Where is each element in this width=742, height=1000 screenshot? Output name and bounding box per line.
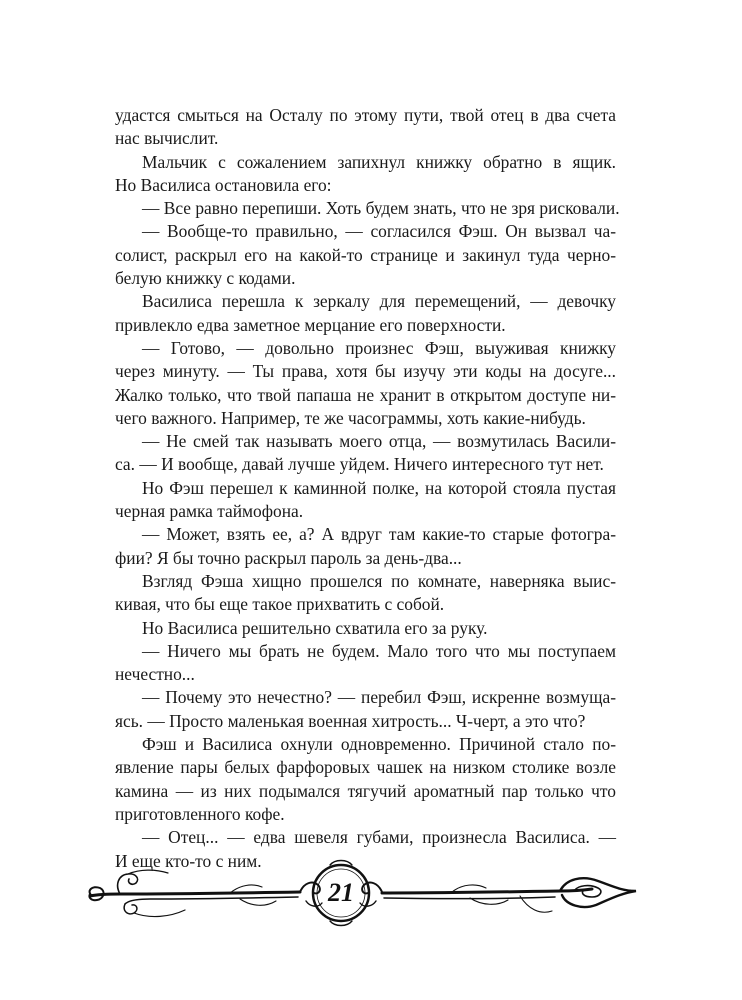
text-line: Фэш и Василиса охнули одновременно. Причиной стало по- bbox=[142, 734, 616, 755]
page-body bbox=[115, 104, 620, 873]
text-line: нечестно... bbox=[115, 664, 195, 685]
text-line: — Все равно перепиши. Хоть будем знать, что не зря рисковали. bbox=[142, 198, 620, 219]
text-line: — Вообще-то правильно, — согласился Фэш. Он вызвал ча- bbox=[142, 221, 616, 242]
text-line: Но Фэш перешел к каминной полке, на которой стояла пустая bbox=[142, 477, 616, 498]
text-line: удастся смыться на Осталу по этому пути, твой отец в два счета bbox=[115, 105, 616, 125]
text-line: Взгляд Фэша хищно прошелся по комнате, наверняка выис- bbox=[142, 570, 616, 591]
text-line: приготовленного кофе. bbox=[115, 803, 285, 824]
text-line: — Может, взять ее, а? А вдруг там какие-то старые фотогра- bbox=[142, 524, 616, 545]
text-line: нас вычислит. bbox=[115, 128, 219, 149]
text-line: белую книжку с кодами. bbox=[115, 268, 296, 289]
text-line: фии? Я бы точно раскрыл пароль за день-два... bbox=[115, 547, 462, 568]
text-line: через минуту. — Ты права, хотя бы изучу эти коды на досуге... bbox=[115, 361, 616, 382]
text-line: — Отец... — едва шевеля губами, произнесла Василиса. — bbox=[142, 827, 616, 848]
text-line: са. — И вообще, давай лучше уйдем. Ничего интересного тут нет. bbox=[115, 454, 604, 475]
text-line: камина — из них подымался тягучий ароматный пар только что bbox=[115, 780, 616, 801]
text-line: — Готово, — довольно произнес Фэш, выуживая книжку bbox=[142, 337, 616, 358]
text-line: Но Василиса решительно схватила его за руку. bbox=[142, 617, 488, 638]
text-line: ясь. — Просто маленькая военная хитрость... Ч-черт, а это что? bbox=[115, 710, 586, 731]
text-line: — Ничего мы брать не будем. Мало того что мы поступаем bbox=[142, 640, 616, 661]
text-line: Мальчик с сожалением запихнул книжку обратно в ящик. bbox=[142, 151, 616, 172]
text-line: черная рамка таймофона. bbox=[115, 501, 304, 522]
text-line: Василиса перешла к зеркалу для перемещений, — девочку bbox=[142, 291, 616, 312]
page-number: 21 bbox=[328, 878, 354, 907]
text-line: кивая, что бы еще такое прихватить с собой. bbox=[115, 594, 445, 615]
footer-ornament bbox=[0, 855, 742, 945]
text-line: чего важного. Например, те же часограммы, хоть какие-нибудь. bbox=[115, 407, 586, 428]
text-line: — Не смей так называть моего отца, — возмутилась Васили- bbox=[142, 431, 616, 452]
text-line: привлекло едва заметное мерцание его поверхности. bbox=[115, 314, 506, 335]
text-line: — Почему это нечестно? — перебил Фэш, искренне возмуща- bbox=[142, 687, 616, 708]
right-arrow-flourish-icon bbox=[382, 878, 636, 912]
text-line: И еще кто-то с ним. bbox=[115, 850, 262, 871]
text-line: явление пары белых фарфоровых чашек на низком столике возле bbox=[115, 757, 616, 778]
text-line: Жалко только, что твой папаша не хранит в открытом доступе ни- bbox=[115, 384, 616, 405]
text-line: Но Василиса остановила его: bbox=[115, 174, 332, 195]
left-flourish-icon bbox=[89, 870, 300, 916]
text-line: солист, раскрыл его на какой-то странице и закинул туда черно- bbox=[115, 244, 616, 265]
